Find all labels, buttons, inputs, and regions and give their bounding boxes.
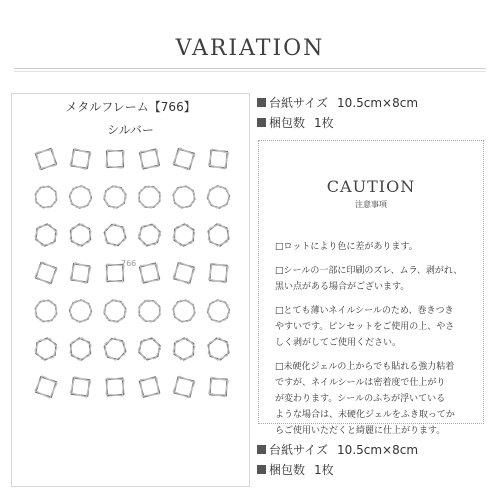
polygon-frame-icon — [36, 149, 57, 170]
polygon-frame-icon — [70, 224, 91, 246]
polygon-frame-icon — [173, 338, 194, 360]
square-bullet-icon — [257, 118, 266, 127]
polygon-frame-icon — [209, 263, 228, 282]
polygon-frame-icon — [173, 376, 194, 397]
polygon-frame-icon — [70, 300, 92, 322]
polygon-frame-icon — [209, 378, 228, 397]
polygon-frame-icon — [35, 262, 57, 284]
caution-notes — [275, 239, 471, 447]
frame-stickers-grid — [12, 94, 249, 486]
caution-note: □とても薄いネイルシールのため、巻きつき やすいです。ピンセットをご使用の上、やさ しく剥がしてご使用ください。 — [275, 306, 455, 348]
caution-note: □シールの一部に印刷のズレ、ムラ、剥がれ、 黒い点がある場合がございます。 — [275, 266, 463, 292]
polygon-frame-icon — [173, 148, 194, 169]
polygon-frame-icon — [208, 224, 229, 246]
polygon-frame-icon — [35, 186, 56, 207]
polygon-frame-icon — [209, 149, 229, 169]
sticker-sheet — [11, 93, 250, 487]
polygon-frame-icon — [208, 300, 230, 322]
sheet-code: 766 — [121, 259, 137, 268]
spec-row-size — [257, 440, 418, 460]
spec-row-count — [257, 113, 418, 133]
page-title: VARIATION — [175, 36, 325, 61]
polygon-frame-icon — [140, 149, 160, 169]
polygon-frame-icon — [173, 186, 195, 208]
header — [0, 0, 500, 80]
spec-label: 台紙サイズ — [269, 443, 329, 457]
polygon-frame-icon — [173, 300, 195, 322]
header-divider — [14, 68, 486, 72]
spec-label: 梱包数 — [269, 463, 306, 477]
polygon-frame-icon — [104, 338, 125, 360]
polygon-frame-icon — [104, 224, 125, 246]
polygon-frame-icon — [139, 338, 161, 360]
polygon-frame-icon — [71, 377, 91, 397]
caution-title: CAUTION — [326, 177, 416, 196]
polygon-frame-icon — [139, 224, 161, 245]
polygon-frame-icon — [106, 150, 124, 168]
spec-label: 梱包数 — [269, 116, 306, 130]
spec-list-bottom — [257, 440, 418, 480]
sheet-color-label: シルバー — [107, 123, 154, 137]
polygon-frame-icon — [35, 338, 57, 360]
spec-row-count — [257, 460, 418, 480]
spec-row-size — [257, 93, 418, 113]
polygon-frame-icon — [104, 300, 126, 322]
spec-value: 10.5cm×8cm — [337, 96, 419, 110]
caution-note: □ロットにより色に差があります。 — [275, 242, 418, 252]
spec-label: 台紙サイズ — [269, 96, 329, 110]
polygon-frame-icon — [208, 338, 229, 360]
polygon-frame-icon — [70, 338, 91, 360]
polygon-frame-icon — [35, 300, 56, 321]
polygon-frame-icon — [35, 224, 57, 246]
polygon-frame-icon — [35, 376, 57, 398]
polygon-frame-icon — [173, 262, 194, 283]
polygon-frame-icon — [173, 224, 194, 246]
polygon-frame-icon — [70, 149, 90, 169]
polygon-frame-icon — [208, 186, 230, 208]
square-bullet-icon — [257, 445, 266, 454]
polygon-frame-icon — [104, 186, 126, 208]
polygon-frame-icon — [140, 377, 160, 397]
polygon-frame-icon — [139, 186, 161, 208]
caution-box — [258, 140, 484, 436]
polygon-frame-icon — [70, 186, 92, 208]
caution-subtitle: 注意事項 — [355, 200, 387, 209]
square-bullet-icon — [257, 465, 266, 474]
polygon-frame-icon — [139, 300, 161, 322]
spec-list-top — [257, 93, 418, 133]
polygon-frame-icon — [70, 263, 90, 283]
polygon-frame-icon — [140, 263, 160, 283]
sheet-title: メタルフレーム【766】 — [65, 100, 196, 114]
spec-value: 1枚 — [314, 116, 334, 130]
square-bullet-icon — [257, 98, 266, 107]
polygon-frame-icon — [106, 378, 123, 395]
spec-value: 1枚 — [314, 463, 334, 477]
spec-value: 10.5cm×8cm — [337, 443, 419, 457]
caution-note: □未硬化ジェルの上からでも貼れる強力粘着 ですが、ネイルシールは密着度で仕上がり が変わります。シールのふちが浮いている ような場合は、未硬化ジェルをふき取ってか らご使用いただくと綺麗に仕上がります。 — [275, 362, 455, 436]
